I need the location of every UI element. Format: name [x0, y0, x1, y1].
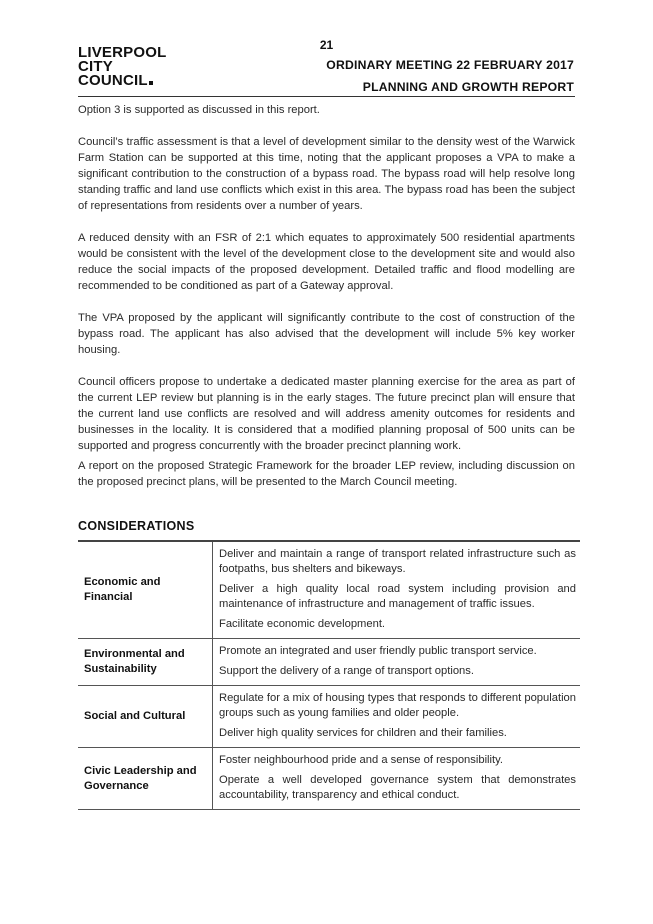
- page-number: 21: [319, 38, 334, 52]
- items-cell: [213, 639, 581, 686]
- table-row: [78, 639, 580, 686]
- items-cell: [213, 541, 581, 639]
- logo-line-2: CITY: [78, 58, 113, 75]
- considerations-heading: CONSIDERATIONS: [78, 519, 195, 533]
- logo-line-1: LIVERPOOL: [78, 44, 167, 61]
- paragraph: Option 3 is supported as discussed in this report.: [78, 104, 320, 116]
- consideration-item: Deliver high quality services for children and their families.: [219, 727, 507, 739]
- header-divider: [78, 96, 575, 97]
- consideration-item: Promote an integrated and user friendly public transport service.: [219, 645, 537, 657]
- report-body: [78, 102, 575, 494]
- consideration-item: Deliver a high quality local road system including provision and maintenance of infrastructure and management of traffic issues.: [219, 583, 576, 610]
- consideration-item: Foster neighbourhood pride and a sense of responsibility.: [219, 754, 504, 766]
- logo-dot-icon: [149, 81, 153, 85]
- category-cell: Economic and Financial: [78, 541, 213, 639]
- paragraph: Council’s traffic assessment is that a level of development similar to the density west of the Warwick Farm Station can be supported at this time, noting that the applicant proposes a VPA to make a significant contribution to the construction of a bypass road. The bypass road will help resolve long standing traffic and land use conflicts which exist in this area. The bypass road has been the subject of representations from residents over a number of years.: [78, 136, 575, 212]
- consideration-item: Regulate for a mix of housing types that responds to different population groups such as young families and older people.: [219, 692, 576, 719]
- consideration-item: Deliver and maintain a range of transport related infrastructure such as footpaths, bus shelters and bikeways.: [219, 548, 576, 575]
- logo-line-3: COUNCIL: [78, 74, 166, 88]
- paragraph: A report on the proposed Strategic Framework for the broader LEP review, including discussion on the proposed precinct plans, will be presented to the March Council meeting.: [78, 460, 575, 488]
- paragraph: A reduced density with an FSR of 2:1 which equates to approximately 500 residential apartments would be consistent with the level of the development close to the development site and would also reduce the social impacts of the proposed development. Detailed traffic and flood modelling are recommended to be conditioned as part of a Gateway approval.: [78, 232, 575, 292]
- table-row: [78, 686, 580, 748]
- category-cell: Environmental and Sustainability: [78, 639, 213, 686]
- items-cell: [213, 686, 581, 748]
- table-row: [78, 748, 580, 810]
- paragraph: The VPA proposed by the applicant will significantly contribute to the cost of construction of the bypass road. The applicant has also advised that the development will include 5% key worker housing.: [78, 312, 575, 356]
- consideration-item: Support the delivery of a range of transport options.: [219, 665, 474, 677]
- category-cell: Social and Cultural: [78, 686, 213, 748]
- considerations-table: [78, 540, 580, 810]
- consideration-item: Operate a well developed governance system that demonstrates accountability, transparency and ethical conduct.: [219, 774, 576, 801]
- council-logo: [78, 46, 166, 88]
- paragraph: Council officers propose to undertake a dedicated master planning exercise for the area as part of the current LEP review but planning is in the early stages. The future precinct plan will ensure that the current land use conflicts are resolved and will address amenity outcomes for residents and businesses in the locality. It is considered that a modified planning proposal of 500 units can be supported and progress concurrently with the broader precinct planning work.: [78, 376, 575, 452]
- meeting-title: ORDINARY MEETING 22 FEBRUARY 2017: [326, 58, 574, 72]
- consideration-item: Facilitate economic development.: [219, 618, 386, 630]
- report-title: PLANNING AND GROWTH REPORT: [362, 80, 574, 94]
- table-row: [78, 541, 580, 639]
- category-cell: Civic Leadership and Governance: [78, 748, 213, 810]
- items-cell: [213, 748, 581, 810]
